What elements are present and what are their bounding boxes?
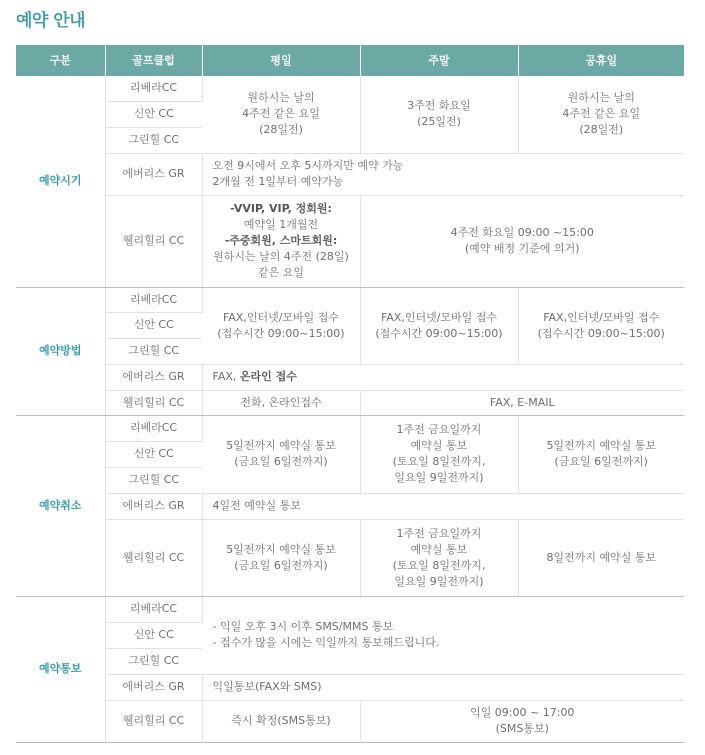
club-everis: 에버리스 GR <box>105 493 202 519</box>
s2-everis-prefix: FAX, <box>212 370 240 383</box>
header-category: 구분 <box>16 45 105 76</box>
s3-weekend-cell: 1주전 금요일까지 예약실 통보 (토요일 8일전까지, 일요일 9일전까지) <box>360 415 518 493</box>
s4-main-cell: - 익일 오후 3시 이후 SMS/MMS 통보 - 접수가 많을 시에는 익일까지 통보해드립니다. <box>202 596 684 674</box>
header-weekend: 주말 <box>360 45 518 76</box>
s4-wellihilli-rest-cell: 익일 09:00 ~ 17:00 (SMS통보) <box>360 700 684 742</box>
s3-everis-cell: 4일전 예약실 통보 <box>202 493 684 519</box>
s3-wellihilli-weekend-cell: 1주전 금요일까지 예약실 통보 (토요일 8일전까지, 일요일 9일전까지) <box>360 519 518 596</box>
s2-holiday-cell: FAX,인터넷/모바일 접수 (접수시간 09:00~15:00) <box>518 287 684 364</box>
reservation-info-table <box>16 45 684 743</box>
table-row <box>16 390 684 415</box>
club-riviera: 리베라CC <box>105 76 202 101</box>
club-wellihilli: 웰리힐리 CC <box>105 195 202 287</box>
s3-weekday-cell: 5일전까지 예약실 통보 (금요일 6일전까지) <box>202 415 360 493</box>
category-reservation-notice: 예약통보 <box>16 596 105 742</box>
club-everis: 에버리스 GR <box>105 674 202 700</box>
s2-wellihilli-rest-cell: FAX, E-MAIL <box>360 390 684 415</box>
table-row <box>16 287 684 312</box>
s1-wellihilli-weekday-cell <box>202 195 360 287</box>
club-sinan: 신안 CC <box>105 312 202 338</box>
table-row <box>16 415 684 441</box>
table-header-row <box>16 45 684 76</box>
s1-wh-member-type-1: -VVIP, VIP, 정회원: <box>230 202 332 215</box>
table-row <box>16 364 684 390</box>
s2-weekday-cell: FAX,인터넷/모바일 접수 (접수시간 09:00~15:00) <box>202 287 360 364</box>
s3-wellihilli-weekday-cell: 5일전까지 예약실 통보 (금요일 6일전까지) <box>202 519 360 596</box>
s1-wh-rule-2: 원하시는 날의 4주전 (28일) 같은 요일 <box>213 250 349 279</box>
club-riviera: 리베라CC <box>105 415 202 441</box>
s1-wh-rule-1: 예약일 1개월전 <box>243 218 319 231</box>
s1-wellihilli-rest-cell: 4주전 화요일 09:00 ~15:00 (예약 배정 기준에 의거) <box>360 195 684 287</box>
s2-everis-cell <box>202 364 684 390</box>
club-everis: 에버리스 GR <box>105 364 202 390</box>
header-weekday: 평일 <box>202 45 360 76</box>
header-golf-club: 골프클럽 <box>105 45 202 76</box>
s2-weekend-cell: FAX,인터넷/모바일 접수 (접수시간 09:00~15:00) <box>360 287 518 364</box>
s3-wellihilli-holiday-cell: 8일전까지 예약실 통보 <box>518 519 684 596</box>
club-greenhill: 그린힐 CC <box>105 648 202 674</box>
s2-everis-online: 온라인 접수 <box>239 370 297 383</box>
club-greenhill: 그린힐 CC <box>105 338 202 364</box>
club-sinan: 신안 CC <box>105 441 202 467</box>
table-row <box>16 493 684 519</box>
club-greenhill: 그린힐 CC <box>105 127 202 153</box>
club-wellihilli: 웰리힐리 CC <box>105 519 202 596</box>
s1-holiday-cell: 원하시는 날의 4주전 같은 요일 (28일전) <box>518 76 684 153</box>
club-wellihilli: 웰리힐리 CC <box>105 390 202 415</box>
s1-everis-cell: 오전 9시에서 오후 5시까지만 예약 가능 2개월 전 1일부터 예약가능 <box>202 153 684 195</box>
table-row <box>16 153 684 195</box>
page-title: 예약 안내 <box>16 11 86 31</box>
s3-holiday-cell: 5일전까지 예약실 통보 (금요일 6일전까지) <box>518 415 684 493</box>
category-reservation-method: 예약방법 <box>16 287 105 415</box>
s4-wellihilli-weekday-cell: 즉시 확정(SMS통보) <box>202 700 360 742</box>
table-row <box>16 519 684 596</box>
table-row <box>16 596 684 622</box>
s4-everis-cell: 익일통보(FAX와 SMS) <box>202 674 684 700</box>
s1-weekend-cell: 3주전 화요일 (25일전) <box>360 76 518 153</box>
table-row <box>16 700 684 742</box>
club-sinan: 신안 CC <box>105 622 202 648</box>
table-row <box>16 674 684 700</box>
category-reservation-time: 예약시기 <box>16 76 105 287</box>
club-riviera: 리베라CC <box>105 287 202 312</box>
table-row <box>16 76 684 101</box>
club-everis: 에버리스 GR <box>105 153 202 195</box>
club-sinan: 신안 CC <box>105 101 202 127</box>
category-reservation-cancel: 예약취소 <box>16 415 105 596</box>
s2-wellihilli-weekday-cell: 전화, 온라인접수 <box>202 390 360 415</box>
s1-weekday-cell: 원하시는 날의 4주전 같은 요일 (28일전) <box>202 76 360 153</box>
club-wellihilli: 웰리힐리 CC <box>105 700 202 742</box>
header-holiday: 공휴일 <box>518 45 684 76</box>
club-riviera: 리베라CC <box>105 596 202 622</box>
table-row <box>16 195 684 287</box>
club-greenhill: 그린힐 CC <box>105 467 202 493</box>
s1-wh-member-type-2: -주중회원, 스마트회원: <box>224 234 338 247</box>
